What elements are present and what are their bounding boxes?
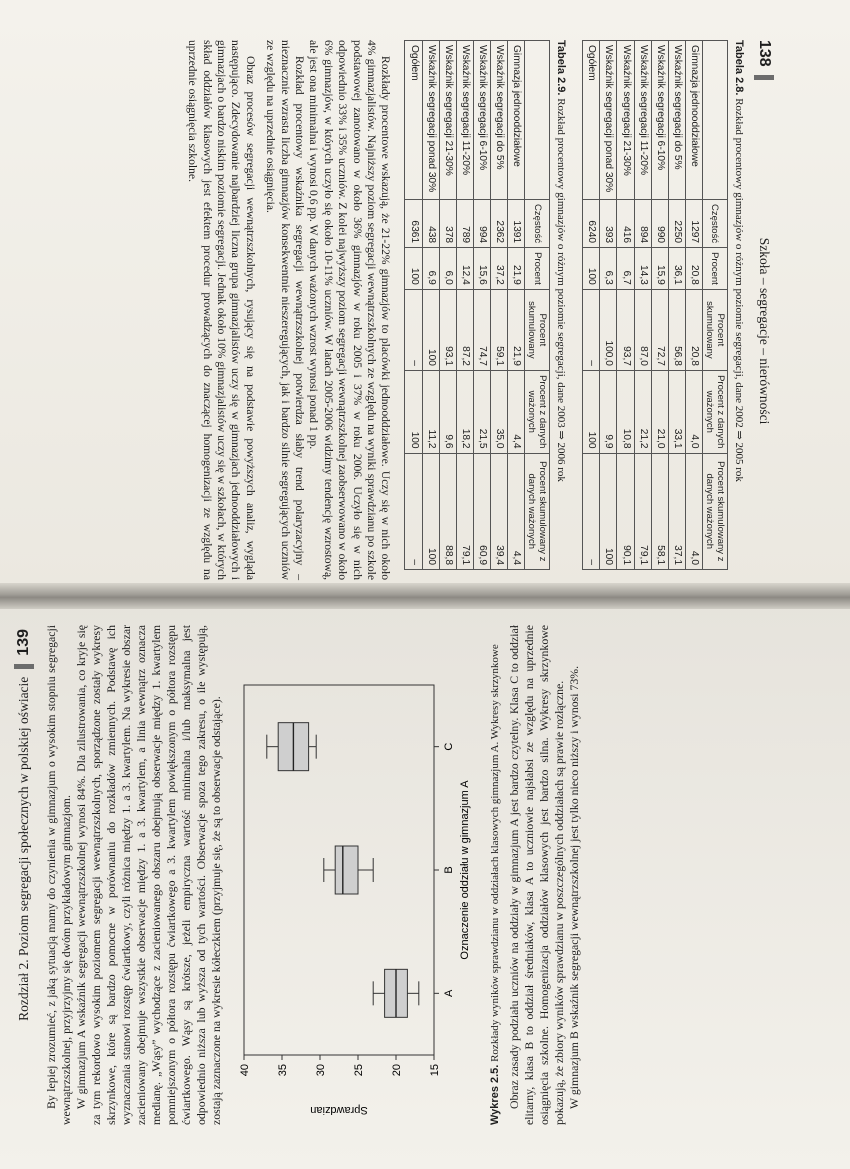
value-cell: 4,0: [685, 453, 702, 569]
table-row: [490, 41, 507, 570]
table-row: [508, 41, 525, 570]
column-header: Częstość: [525, 200, 550, 248]
value-cell: 2362: [490, 200, 507, 248]
value-cell: 21,9: [508, 289, 525, 370]
table-caption-text: Rozkład procentowy gimnazjów o różnym poziomie segregacji, dane 2002 ⇒ 2005 rok: [733, 98, 745, 482]
value-cell: 20,8: [685, 248, 702, 290]
value-cell: 36,1: [668, 248, 685, 290]
page-bar-marker: [14, 664, 34, 669]
value-cell: 393: [600, 200, 617, 248]
value-cell: 438: [422, 200, 439, 248]
right-page-body: [44, 625, 582, 1125]
table-row: [456, 41, 473, 570]
value-cell: 59,1: [490, 289, 507, 370]
value-cell: 33,1: [668, 370, 685, 453]
column-header: Procent skumulowany z danych ważonych: [702, 453, 727, 569]
paragraph: Rozkłady procentowe wskazują, że 21-22% gimnazjów to placówki jednooddziałowe. Uczy się w nich około 4% gimnazjalistów. Najniższy poziom segregacji wewnątrzszkolnych ze względu na wyniki sprawdzianu po szkole podstawowej zanotowano w około 36% gimnazjów w roku 2005 i 37% w roku 2006. Uczyło się w nich odpowiednio 33% i 35% uczniów. Z kolei najwyższy poziom segregacji wewnątrzszkolnej zaobserwowano w około 6% gimnazjów, w których uczyło się około 10-11% uczniów. W latach 2005-2006 widzimy tendencję wzrostową, ale jest ona minimalna i wynosi 0,6 pp. W danych ważonych wzrost wynosi ponad 1 pp.: [307, 40, 393, 580]
value-cell: 21,0: [651, 370, 668, 453]
x-tick-label: A: [443, 989, 455, 998]
value-cell: 6,3: [600, 248, 617, 290]
table-row: [583, 41, 600, 570]
row-label-cell: Wskaźnik segregacji 21-30%: [439, 41, 456, 200]
paragraph: Rozkład procentowy wskaźnika segregacji wewnątrzszkolnej potwierdza słaby trend polaryzacyjny – nieznacznie wzrasta liczba gimnazjów konsekwentnie nieszeregujących, jak i bardzo silnie segregujących uczniów ze względu na uprzednie osiągnięcia.: [264, 40, 307, 580]
left-page-header: [754, 40, 774, 424]
row-label-cell: Wskaźnik segregacji 11-20%: [634, 41, 651, 200]
y-tick-label: 20: [391, 1064, 403, 1077]
table-2-8: [582, 40, 728, 570]
column-header: Procent skumulowany: [702, 289, 727, 370]
table-caption-text: Rozkład procentowy gimnazjów o różnym poziomie segregacji, dane 2003 ⇒ 2006 rok: [555, 98, 568, 482]
value-cell: 15,9: [651, 248, 668, 290]
table-header-row: [702, 41, 727, 570]
value-cell: 100: [405, 370, 422, 453]
value-cell: 21,2: [634, 370, 651, 453]
value-cell: 79,1: [634, 453, 651, 569]
table-header-row: [525, 41, 550, 570]
value-cell: 14,3: [634, 248, 651, 290]
value-cell: –: [405, 289, 422, 370]
left-page-text: [185, 40, 393, 580]
value-cell: 56,8: [668, 289, 685, 370]
column-header: Procent: [702, 248, 727, 290]
running-head: Rozdział 2. Poziom segregacji społecznych w polskiej oświacie: [16, 676, 31, 1021]
table-2-9: [405, 40, 551, 570]
value-cell: 1391: [508, 200, 525, 248]
value-cell: 2250: [668, 200, 685, 248]
value-cell: 18,2: [456, 370, 473, 453]
right-page-header: [14, 629, 34, 1109]
value-cell: 11,2: [422, 370, 439, 453]
page-number: 139: [15, 629, 32, 656]
figure-2-5: [234, 625, 503, 1125]
value-cell: 1297: [685, 200, 702, 248]
table-row: [405, 41, 422, 570]
value-cell: 79,1: [456, 453, 473, 569]
value-cell: 74,7: [473, 289, 490, 370]
value-cell: 15,6: [473, 248, 490, 290]
column-header: Procent z danych ważonych: [702, 370, 727, 453]
value-cell: 90,1: [617, 453, 634, 569]
box-plot-chart: [234, 625, 484, 1125]
value-cell: 990: [651, 200, 668, 248]
row-label-cell: Wskaźnik segregacji 11-20%: [456, 41, 473, 200]
value-cell: 6,7: [617, 248, 634, 290]
y-tick-label: 25: [353, 1064, 365, 1077]
table-2-9-caption: [554, 40, 568, 580]
paragraph: Obraz zasady podziału uczniów na oddziały w gimnazjum A jest bardzo czytelny. Klasa C to oddział elitarny, klasa B to oddział średniaków, klasa A to uczniowie najsłabsi ze względu na uprzednie osiągnięcia szkolne. Homogenizacja oddziałów klasowych jest bardzo silna. Wykresy skrzynkowe pokazują, że zbiory wyników sprawdzianu w poszczególnych oddziałach są prawie rozłączne.: [507, 625, 566, 1125]
value-cell: 6240: [583, 200, 600, 248]
row-label-cell: Ogółem: [405, 41, 422, 200]
column-header: Procent z danych ważonych: [525, 370, 550, 453]
value-cell: 9,9: [600, 370, 617, 453]
figure-caption-text: Rozkłady wyników sprawdzianu w oddziałach klasowych gimnazjum A. Wykresy skrzynkowe: [489, 644, 501, 1062]
value-cell: 4,4: [508, 370, 525, 453]
y-tick-label: 35: [277, 1064, 289, 1077]
row-label-cell: Wskaźnik segregacji 21-30%: [617, 41, 634, 200]
y-tick-label: 15: [429, 1064, 441, 1077]
figure-caption: [488, 625, 503, 1125]
value-cell: 35,0: [490, 370, 507, 453]
table-label: Tabela 2.8.: [733, 40, 745, 96]
paragraph: W gimnazjum B wskaźnik segregacji wewnątrzszkolnej jest tylko nieco niższy i wynosi 73%.: [567, 665, 581, 1109]
value-cell: –: [583, 289, 600, 370]
value-cell: 416: [617, 200, 634, 248]
table-row: [439, 41, 456, 570]
value-cell: 6361: [405, 200, 422, 248]
value-cell: 100: [600, 453, 617, 569]
value-cell: 93,1: [439, 289, 456, 370]
row-label-cell: Wskaźnik segregacji do 5%: [668, 41, 685, 200]
table-2-8-caption: [732, 40, 746, 580]
value-cell: 12,4: [456, 248, 473, 290]
value-cell: 39,4: [490, 453, 507, 569]
value-cell: 87,0: [634, 289, 651, 370]
value-cell: 9,6: [439, 370, 456, 453]
value-cell: 100: [422, 289, 439, 370]
value-cell: 21,5: [473, 370, 490, 453]
value-cell: 21,9: [508, 248, 525, 290]
value-cell: 100: [405, 248, 422, 290]
value-cell: 994: [473, 200, 490, 248]
x-axis-label: Oznaczenie oddziału w gimnazjum A: [459, 780, 471, 960]
value-cell: 37,1: [668, 453, 685, 569]
column-header: [525, 41, 550, 200]
value-cell: 100: [583, 248, 600, 290]
paragraph: Obraz procesów segregacji wewnątrzszkolnych, rysujący się na podstawie powyższych analiz, wygląda następująco. Zdecydowanie najbardziej liczna grupa gimnazjalistów uczy się w gimnazjach jednooddziałowych i gimnazjach o bardzo niskim poziomie segregacji. Jednak około 10% gimnazjalistów uczy się w szkołach, w których skład oddziałów klasowych jest efektem procedur prowadzących do znaczącej homogenizacji ze względu na uprzednie osiągnięcia szkolne.: [186, 40, 257, 580]
column-header: [702, 41, 727, 200]
left-page-body: [185, 40, 746, 580]
table-row: [617, 41, 634, 570]
value-cell: 6,9: [422, 248, 439, 290]
value-cell: 4,0: [685, 370, 702, 453]
table-row: [634, 41, 651, 570]
row-label-cell: Ogółem: [583, 41, 600, 200]
figure-label: Wykres 2.5.: [489, 1064, 501, 1125]
column-header: Procent skumulowany: [525, 289, 550, 370]
y-axis-label: Sprawdzian: [310, 1104, 368, 1116]
row-label-cell: Wskaźnik segregacji 6-10%: [651, 41, 668, 200]
paragraph: W gimnazjum A wskaźnik segregacji wewnątrzszkolnej wynosi 84%. Dla zilustrowania, co kryje się za tym rekordowo wysokim poziomem segregacji wewnątrzszkolnych, sporządzone zostały wykresy skrzynkowe, które są bardzo pomocne w porównaniu do rozkładów zmiennych. Podstawę ich wyznaczania stanowi rozstęp ćwiartkowy, czyli różnica między 1. a 3. kwartylem. Na wykresie obszar zacieniowany obejmuje wszystkie obserwacje między 1. a 3. kwartylem, a linia wewnątrz oznacza medianę. „Wąsy” wychodzące z zacieniowanego obszaru obejmują obserwacje między 1. kwartylem pomniejszonym o półtora rozstępu ćwiartkowego a 3. kwartylem powiększonym o półtora rozstępu ćwiartkowego. Wąsy są krótsze, jeżeli empiryczna wartość minimalna i/lub maksymalna jest odpowiednio niższa lub wyższa od tych wartości. Obserwacje spoza tego zakresu, o ile występują, zostają zaznaczone na wykresie kółeczkiem (przyjmuje się, że są to obserwacje odstające).: [74, 625, 223, 1125]
paragraph: By lepiej zrozumieć, z jaką sytuacją mamy do czynienia w gimnazjum o wysokim stopniu segregacji wewnątrzszkolnej, przyjrzyjmy się dwóm przykładowym gimnazjom.: [44, 625, 73, 1125]
y-tick-label: 30: [315, 1064, 327, 1077]
table-row: [600, 41, 617, 570]
value-cell: –: [405, 453, 422, 569]
value-cell: 37,2: [490, 248, 507, 290]
x-tick-label: B: [443, 866, 455, 874]
row-label-cell: Wskaźnik segregacji ponad 30%: [600, 41, 617, 200]
table-row: [473, 41, 490, 570]
value-cell: 894: [634, 200, 651, 248]
table-row: [422, 41, 439, 570]
value-cell: 789: [456, 200, 473, 248]
value-cell: 4,4: [508, 453, 525, 569]
value-cell: 10,8: [617, 370, 634, 453]
row-label-cell: Gimnazja jednooddziałowe: [685, 41, 702, 200]
value-cell: 88,8: [439, 453, 456, 569]
value-cell: 60,9: [473, 453, 490, 569]
table-row: [651, 41, 668, 570]
value-cell: 378: [439, 200, 456, 248]
column-header: Procent skumulowany z danych ważonych: [525, 453, 550, 569]
column-header: Częstość: [702, 200, 727, 248]
right-page: [0, 596, 850, 1169]
table-label: Tabela 2.9.: [555, 40, 568, 96]
box-iqr: [335, 846, 358, 894]
value-cell: 20,8: [685, 289, 702, 370]
value-cell: 100: [422, 453, 439, 569]
x-tick-label: C: [443, 742, 455, 751]
value-cell: 58,1: [651, 453, 668, 569]
value-cell: 93,7: [617, 289, 634, 370]
table-row: [685, 41, 702, 570]
value-cell: 72,7: [651, 289, 668, 370]
row-label-cell: Wskaźnik segregacji do 5%: [490, 41, 507, 200]
row-label-cell: Gimnazja jednooddziałowe: [508, 41, 525, 200]
running-head: Szkoła – segregacje – nierówności: [757, 237, 772, 425]
column-header: Procent: [525, 248, 550, 290]
page-number: 138: [756, 40, 773, 67]
value-cell: 100,0: [600, 289, 617, 370]
row-label-cell: Wskaźnik segregacji 6-10%: [473, 41, 490, 200]
y-tick-label: 40: [239, 1064, 251, 1077]
page-bar-marker: [754, 75, 774, 80]
table-row: [668, 41, 685, 570]
row-label-cell: Wskaźnik segregacji ponad 30%: [422, 41, 439, 200]
value-cell: 100: [583, 370, 600, 453]
value-cell: 6,0: [439, 248, 456, 290]
value-cell: –: [583, 453, 600, 569]
value-cell: 87,2: [456, 289, 473, 370]
